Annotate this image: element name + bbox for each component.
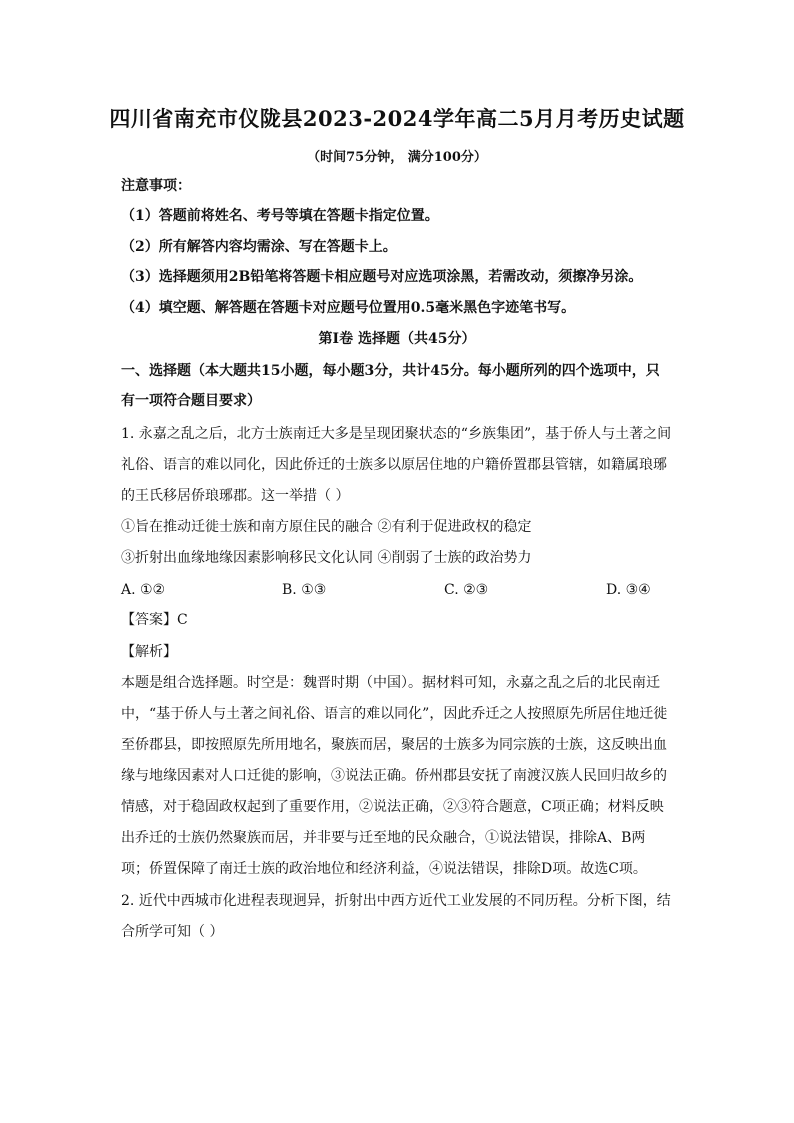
analysis-text: 情感，对于稳固政权起到了重要作用，②说法正确，②③符合题意，C项正确；材料反映 xyxy=(121,799,664,815)
analysis-text: 项；侨置保障了南迁士族的政治地位和经济利益，④说法错误，排除D项。故选C项。 xyxy=(121,861,647,877)
option-d: D. ③④ xyxy=(606,582,651,598)
section-title: 第Ⅰ卷 选择题（共45分） xyxy=(318,331,476,347)
exam-time-score: （时间75分钟， 满分100分） xyxy=(307,150,487,165)
question-stem: 2. 近代中西城市化进程表现迥异，折射出中西方近代工业发展的不同历程。分析下图，结 xyxy=(121,893,671,909)
question-stem: 礼俗、语言的难以同化，因此侨迁的士族多以原居住地的户籍侨置郡县管辖，如籍属琅琊 xyxy=(121,457,667,473)
notice-item: （2）所有解答内容均需涂、写在答题卡上。 xyxy=(121,239,397,255)
notice-item: （4）填空题、解答题在答题卡对应题号位置用0.5毫米黑色字迹笔书写。 xyxy=(121,300,576,316)
analysis-text: 缘与地缘因素对人口迁徙的影响，③说法正确。侨州郡县安抚了南渡汉族人民回归故乡的 xyxy=(121,768,667,784)
analysis-text: 中，“基于侨人与土著之间礼俗、语言的难以同化”，因此乔迁之人按照原先所居住地迁徙 xyxy=(121,706,668,722)
section-instruction: 有一项符合题目要求） xyxy=(121,393,261,409)
notice-item: （1）答题前将姓名、考号等填在答题卡指定位置。 xyxy=(121,208,439,224)
question-stem: 的王氏移居侨琅琊郡。这一举措（ ） xyxy=(121,488,350,504)
question-stem: 合所学可知（ ） xyxy=(121,924,224,940)
analysis-text: 出乔迁的士族仍然聚族而居，并非要与迁至地的民众融合，①说法错误，排除A、B两 xyxy=(121,830,646,846)
question-statement: ③折射出血缘地缘因素影响移民文化认同 ④削弱了士族的政治势力 xyxy=(121,550,532,566)
option-c: C. ②③ xyxy=(444,582,489,598)
page-title: 四川省南充市仪陇县2023-2024学年高二5月月考历史试题 xyxy=(109,106,685,131)
question-stem: 1. 永嘉之乱之后，北方士族南迁大多是呈现团聚状态的“乡族集团”，基于侨人与土著之间 xyxy=(121,426,672,442)
analysis-label: 【解析】 xyxy=(121,644,177,660)
analysis-text: 至侨郡县，即按照原先所用地名，聚族而居，聚居的士族多为同宗族的士族，这反映出血 xyxy=(121,737,667,753)
option-a: A. ①② xyxy=(121,582,166,598)
question-statement: ①旨在推动迁徙士族和南方原住民的融合 ②有利于促进政权的稳定 xyxy=(121,519,532,535)
analysis-text: 本题是组合选择题。时空是：魏晋时期（中国）。据材料可知，永嘉之乱之后的北民南迁 xyxy=(121,675,660,691)
answer-label: 【答案】C xyxy=(121,612,188,628)
section-instruction: 一、选择题（本大题共15小题，每小题3分，共计45分。每小题所列的四个选项中，只 xyxy=(121,363,660,379)
option-b: B. ①③ xyxy=(282,582,327,598)
notice-heading: 注意事项： xyxy=(121,178,191,194)
notice-item: （3）选择题须用2B铅笔将答题卡相应题号对应选项涂黑，若需改动，须擦净另涂。 xyxy=(121,269,643,285)
